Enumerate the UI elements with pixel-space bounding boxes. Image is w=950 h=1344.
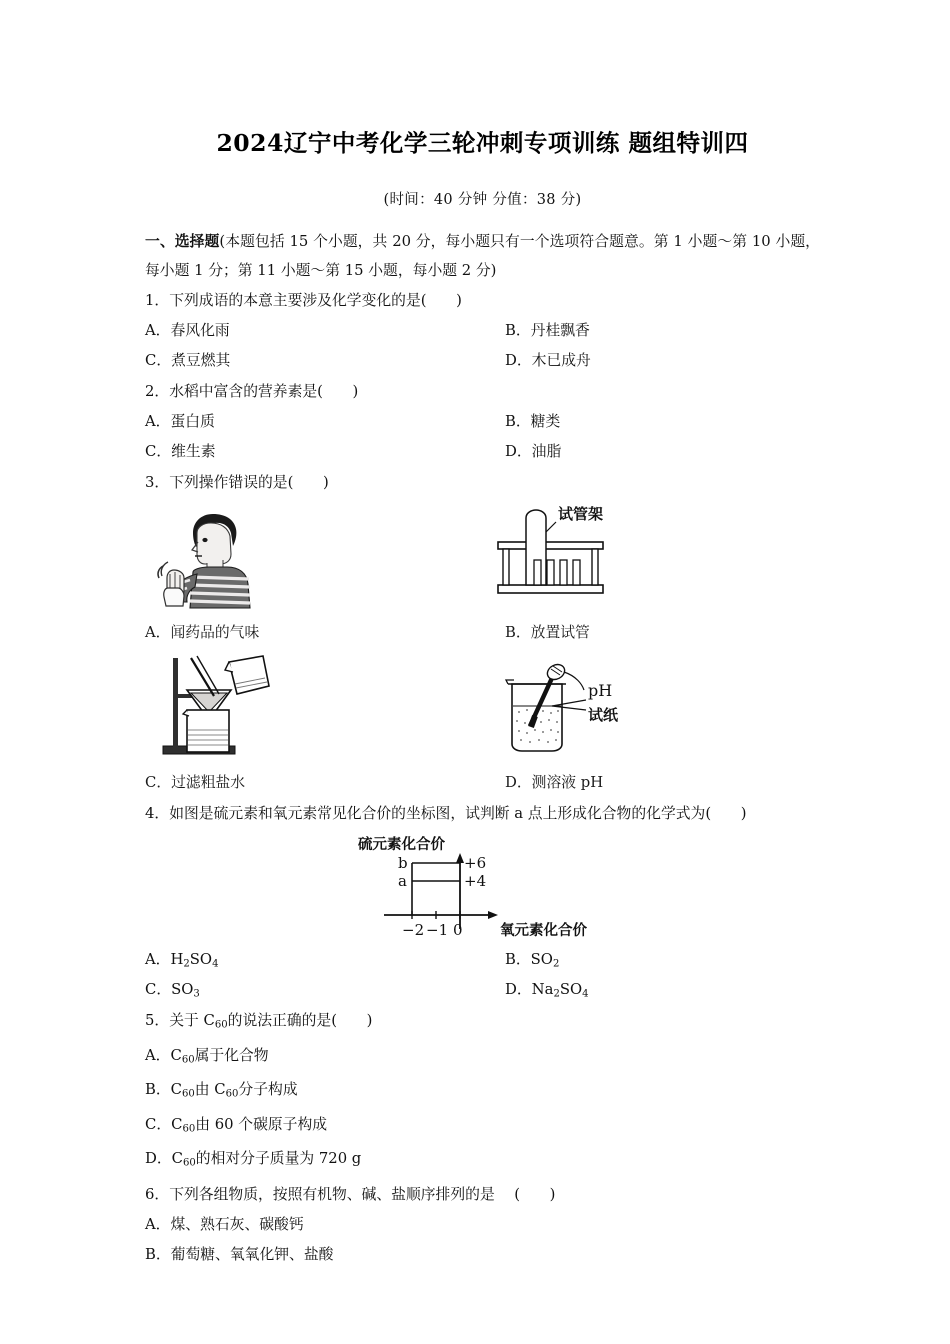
ph-paper-test-icon xyxy=(490,650,665,760)
chart-ylabel: 硫元素化合价 xyxy=(358,836,445,853)
question-1-options-row-2 xyxy=(145,346,820,376)
question-2-option-c[interactable]: C．维生素 xyxy=(145,443,216,460)
question-1-option-c[interactable]: C．煮豆燃其 xyxy=(145,352,231,369)
exam-meta-subtitle: (时间：40 分钟 分值：38 分) xyxy=(383,192,582,208)
valence-coordinate-chart xyxy=(340,833,630,943)
valence-chart-svg xyxy=(340,833,630,941)
chart-ytick-plus4: +4 xyxy=(464,872,487,890)
section-heading xyxy=(145,227,820,285)
question-3-caption-row-1 xyxy=(145,618,820,648)
figure-test-tube-rack xyxy=(490,500,690,615)
question-2-stem: 2．水稻中富含的营养素是( ) xyxy=(145,383,359,400)
person-smelling-chemical-icon xyxy=(157,500,277,610)
question-1-option-a[interactable]: A．春风化雨 xyxy=(145,322,230,339)
question-3-option-b[interactable]: B．放置试管 xyxy=(505,624,590,641)
figure-ph-paper-test xyxy=(490,650,690,765)
question-1-option-d[interactable]: D．木已成舟 xyxy=(505,352,591,369)
question-5-stem: 5．关于 $C_{60}$的说法正确的是( ) xyxy=(145,1012,373,1031)
question-3-figure-row-2 xyxy=(145,650,820,768)
question-3-option-c[interactable]: C．过滤粗盐水 xyxy=(145,774,246,791)
page-title: 2024辽宁中考化学三轮冲刺专项训练 题组特训四 xyxy=(216,129,749,157)
chart-xlabel: 氧元素化合价 xyxy=(500,922,587,939)
question-2-option-b[interactable]: B．糖类 xyxy=(505,413,561,430)
section-heading-label: 一、选择题 xyxy=(145,233,220,250)
question-2-option-d[interactable]: D．油脂 xyxy=(505,443,562,460)
test-tube-rack-icon xyxy=(490,500,655,610)
question-4-options-row-1 xyxy=(145,945,820,975)
question-5-option-a[interactable]: A．$C_{60}$属于化合物 xyxy=(145,1046,269,1066)
question-2-option-a[interactable]: A．蛋白质 xyxy=(145,413,215,430)
question-4-chart-wrapper xyxy=(145,833,820,945)
question-6-option-b[interactable]: B．葡萄糖、氧氧化钾、盐酸 xyxy=(145,1245,334,1263)
chart-point-a: a xyxy=(398,872,407,890)
page-content xyxy=(145,118,820,1270)
question-6-stem: 6．下列各组物质，按照有机物、碱、盐顺序排列的是 ( ) xyxy=(145,1185,556,1203)
question-4-option-a[interactable]: A．$H_2SO_4$ xyxy=(145,951,219,970)
figure-filtration-apparatus xyxy=(157,650,347,765)
question-3-stem: 3．下列操作错误的是( ) xyxy=(145,474,329,491)
question-5-option-d[interactable]: D．$C_{60}$的相对分子质量为 720 g xyxy=(145,1150,362,1169)
figure-person-smelling-chemical xyxy=(157,500,347,615)
question-4-option-d[interactable]: D．$Na_2SO_4$ xyxy=(505,981,589,1000)
question-4-option-b[interactable]: B．$SO_2$ xyxy=(505,951,560,970)
question-1-option-b[interactable]: B．丹桂飘香 xyxy=(505,322,590,339)
question-4-stem: 4．如图是硫元素和氧元素常见化合价的坐标图，试判断 a 点上形成化合物的化学式为( ) xyxy=(145,805,747,822)
question-3-figure-row-1 xyxy=(145,500,820,618)
chart-xtick-minus2: −2 xyxy=(402,921,425,939)
question-1-options-row-1 xyxy=(145,316,820,346)
question-5-option-c[interactable]: C．$C_{60}$由 60 个碳原子构成 xyxy=(145,1115,328,1135)
section-heading-detail: (本题包括 15 个小题，共 20 分，每小题只有一个选项符合题意。第 1 小题～第 10 小题，每小题 1 分；第 11 小题～第 15 小题，每小题 2 分) xyxy=(145,233,820,279)
question-3-option-d[interactable]: D．测溶液 pH xyxy=(505,774,604,791)
question-4-options-row-2 xyxy=(145,975,820,1005)
question-2-options-row-1 xyxy=(145,407,820,437)
question-2-options-row-2 xyxy=(145,437,820,467)
chart-point-b: b xyxy=(398,854,408,872)
chart-xtick-zero: 0 xyxy=(453,921,463,939)
question-4-option-c[interactable]: C．$SO_3$ xyxy=(145,981,200,1000)
filtration-apparatus-icon xyxy=(157,650,292,762)
chart-xtick-minus1: −1 xyxy=(426,921,449,939)
question-3-option-a[interactable]: A．闻药品的气味 xyxy=(145,624,260,641)
question-1-stem: 1．下列成语的本意主要涉及化学变化的是( ) xyxy=(145,292,462,309)
question-3-caption-row-2 xyxy=(145,768,820,798)
ph-paper-label: 试纸 xyxy=(588,706,619,724)
question-5-option-b[interactable]: B．$C_{60}$由 $C_{60}$分子构成 xyxy=(145,1081,298,1100)
test-tube-rack-label: 试管架 xyxy=(558,505,604,523)
chart-ytick-plus6: +6 xyxy=(464,854,487,872)
question-6-option-a[interactable]: A．煤、熟石灰、碳酸钙 xyxy=(145,1215,304,1233)
ph-label: pH xyxy=(588,681,613,700)
